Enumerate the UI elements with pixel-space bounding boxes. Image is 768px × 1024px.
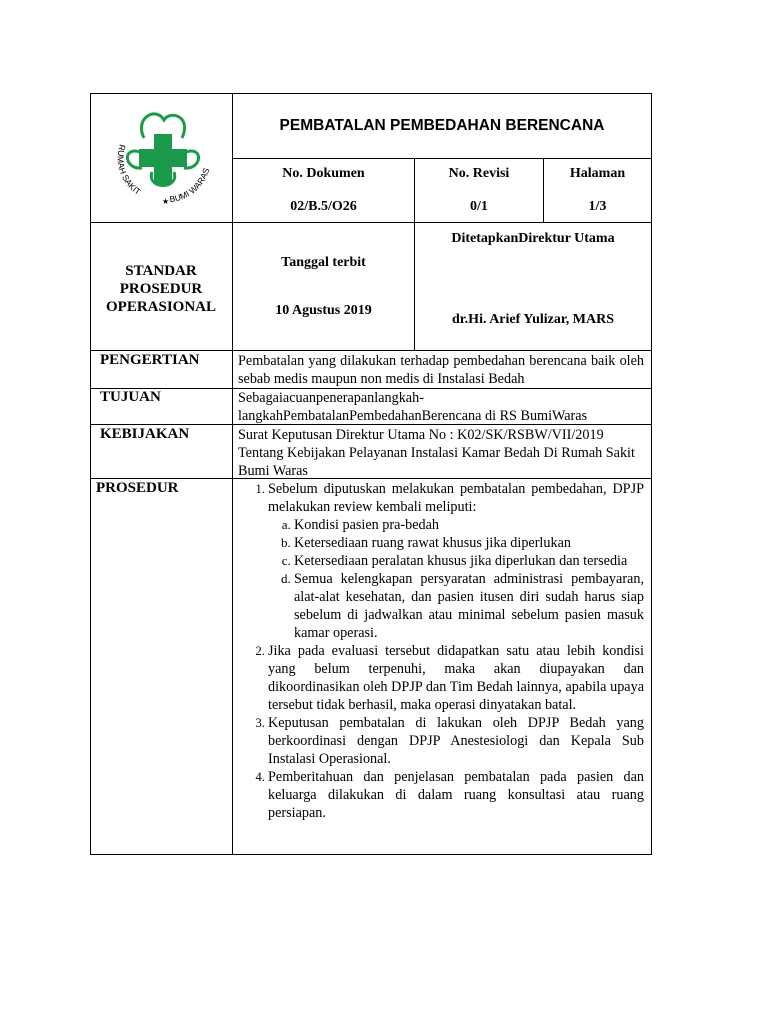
tujuan-text-line-1: Sebagaiacuanpenerapanlangkah- <box>238 390 424 406</box>
procedure-step-3: 3. Keputusan pembatalan di lakukan oleh DPJP Bedah yang berkoordinasi dengan DPJP Anestesiologi dan Kepala Sub Instalasi Operasional. <box>268 714 644 768</box>
hospital-logo <box>104 106 222 214</box>
procedure-step-1-item-a: a. Kondisi pasien pra-bedah <box>294 516 644 534</box>
procedure-list <box>234 480 644 822</box>
logo-text-right: BUMI WARAS <box>168 166 212 205</box>
procedure-step-1-item-b: b. Ketersediaan ruang rawat khusus jika diperlukan <box>294 534 644 552</box>
approver-name: dr.Hi. Arief Yulizar, MARS <box>451 312 615 327</box>
page-label: Halaman <box>569 166 626 181</box>
procedure-step-1-item-d: d. Semua kelengkapan persyaratan administrasi pembayaran, alat-alat kesehatan, dan pasien itusen diri sudah harus siap sebelum di jadwalkan atau minimal sebelum pasien masuk kamar operasi. <box>294 570 644 642</box>
revision-label: No. Revisi <box>448 166 510 181</box>
procedure-step-1-text: Sebelum diputuskan melakukan pembatalan pembedahan, DPJP melakukan review kembali meliputi: <box>268 481 644 515</box>
sop-label: STANDAR PROSEDUR OPERASIONAL <box>105 263 217 315</box>
issue-date-label: Tanggal terbit <box>281 255 366 270</box>
page-value: 1/3 <box>588 199 607 214</box>
logo-emblem-icon <box>104 106 222 214</box>
svg-text:★: ★ <box>162 197 170 206</box>
doc-number-value: 02/B.5/O26 <box>290 199 357 214</box>
procedure-steps <box>234 480 644 822</box>
procedure-step-1-items <box>268 516 644 642</box>
logo-text-left: RUMAH SAKIT <box>115 143 143 197</box>
pengertian-label: PENGERTIAN <box>100 352 200 368</box>
kebijakan-label: KEBIJAKAN <box>100 426 190 442</box>
prosedur-label: PROSEDUR <box>96 480 179 496</box>
procedure-step-2: 2. Jika pada evaluasi tersebut didapatkan satu atau lebih kondisi yang belum terpenuhi, maka akan diupayakan dan dikoordinasikan oleh DPJP dan Tim Bedah lainnya, apabila upaya tersebut tidak berhasil, maka operasi dinyatakan batal. <box>268 642 644 714</box>
revision-value: 0/1 <box>470 199 488 214</box>
pengertian-text: Pembatalan yang dilakukan terhadap pembedahan berencana baik oleh sebab medis maupun non medis di Instalasi Bedah <box>238 353 644 387</box>
approved-by-label: DitetapkanDirektur Utama <box>451 231 615 246</box>
procedure-step-4: 4. Pemberitahuan dan penjelasan pembatalan pada pasien dan keluarga dilakukan di dalam ruang konsultasi atau ruang persiapan. <box>268 768 644 822</box>
procedure-step-1-item-c: c. Ketersediaan peralatan khusus jika diperlukan dan tersedia <box>294 552 644 570</box>
tujuan-text-line-2: langkahPembatalanPembedahanBerencana di RS BumiWaras <box>238 408 588 424</box>
tujuan-label: TUJUAN <box>100 389 161 405</box>
issue-date-value: 10 Agustus 2019 <box>275 303 372 318</box>
kebijakan-text: Surat Keputusan Direktur Utama No : K02/SK/RSBW/VII/2019 Tentang Kebijakan Pelayanan Instalasi Kamar Bedah Di Rumah Sakit Bumi Waras <box>238 427 635 479</box>
doc-number-label: No. Dokumen <box>282 166 365 181</box>
tujuan-text <box>238 389 644 425</box>
document-title: PEMBATALAN PEMBEDAHAN BERENCANA <box>279 117 605 134</box>
procedure-step-1 <box>268 480 644 642</box>
